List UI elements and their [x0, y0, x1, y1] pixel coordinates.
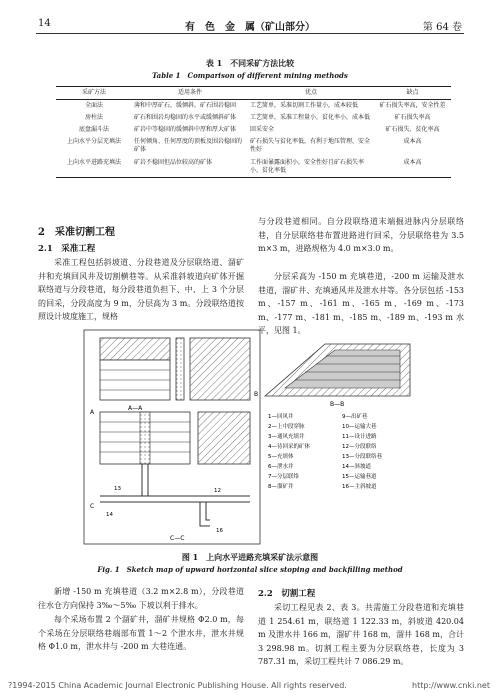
section-b-b — [265, 344, 410, 396]
cell-conditions: 矿岩不稳固但品位较高的矿体 — [132, 157, 248, 178]
subsection-heading: 2.1 采准工程 — [38, 244, 96, 254]
figure-legend — [268, 412, 382, 490]
marker-a: A — [90, 409, 95, 416]
table-row — [56, 157, 451, 178]
cell-conditions: 薄和中厚矿石，缓倾斜，矿石围岩稳固 — [134, 102, 237, 110]
figure-caption-en: Fig. 1 Sketch map of upward horizontal slice stoping and backfilling method — [97, 565, 403, 574]
cell-advantages: 工艺简单，采准工程量小，贫化率小，成本低 — [250, 114, 371, 122]
comparison-table — [56, 86, 451, 178]
legend-5: 5—充填体 — [268, 454, 294, 460]
callout-number: 13 — [114, 486, 121, 492]
legend-2: 2—上中段穿脉 — [268, 424, 305, 430]
legend-4: 4—待回采的矿体 — [268, 444, 310, 450]
bottom-right-paragraph: 采切工程见表 2、表 3。共需施工分段巷道和充填巷道 1 254.61 m，联络道 1 122.33 m，斜坡道 420.04 m 及泄水井 166 m，溜矿井 168 m，溜井 168 m，合计 3 298.98 m。切割工程主要为分层联络巷，长度为 3 787.31 m，采切工程共计 7 086.29 m。 — [258, 603, 464, 667]
cell-disadvantages: 矿石损失率高，安全性差 — [379, 102, 446, 110]
cell-method: 底盘漏斗法 — [78, 126, 109, 134]
lower-plan-view — [100, 464, 250, 526]
marker-c: C — [90, 503, 95, 510]
callout-number: 12 — [214, 488, 221, 494]
legend-9: 9—出矿巷 — [342, 414, 368, 420]
cell-conditions: 矿石和围岩均稳固的水平或缓倾斜矿体 — [134, 114, 237, 122]
cell-advantages: 工作面暴露面积小，安全性好且矿石损失率小，贫化率低 — [248, 157, 374, 178]
figure-caption: 图 1 上向水平进路充填采矿法示意图 — [181, 552, 319, 562]
right-paragraph-1: 与分段巷道相同。自分段联络道末端掘进脉内分层联络巷，自分层联络巷布置进路进行回采，分层联络巷为 3.5 m×3 m，进路规格为 4.0 m×3.0 m。 — [258, 217, 464, 254]
journal-title: 有 色 金 属（矿山部分） — [185, 22, 315, 33]
cell-method: 房柱法 — [84, 114, 103, 122]
marker-b: B — [254, 391, 259, 398]
cell-disadvantages: 矿石损失率高 — [394, 114, 431, 122]
subsection-2-2: 2.2 切割工程 — [258, 589, 316, 599]
volume-label: 第 64 卷 — [422, 22, 462, 33]
label-a-a: A—A — [128, 405, 143, 412]
col-conditions: 适用条件 — [132, 87, 248, 100]
legend-8: 8—溜矿井 — [268, 484, 294, 490]
legend-14: 14—斜坡道 — [342, 464, 371, 470]
table-row — [56, 112, 451, 124]
cell-advantages: 矿石损失与贫化率低，有利于地压管理，安全性好 — [250, 138, 371, 154]
cell-method: 全面法 — [84, 102, 103, 110]
bottom-left-paragraph-2: 每个采场布置 2 个溜矿井，溜矿井规格 Φ2.0 m，每个采场在分层联络巷端部布置 1～2 个泄水井，泄水井规格 Φ1.0 m，泄水井与 -200 m 大巷连通。 — [38, 615, 244, 652]
table-row — [56, 100, 451, 113]
label-b-b: B—B — [330, 401, 345, 408]
bottom-left-paragraph-1: 新增 -150 m 充填巷道（3.2 m×2.8 m），分段巷道往水仓方向保持 3‰～5‰ 下坡以利于排水。 — [38, 587, 244, 610]
cell-conditions: 任何倾角、任何厚度的顶板及围岩稳固的矿体 — [134, 138, 243, 154]
right-paragraph-2: 分层采高为 -150 m 充填巷道，-200 m 运输及泄水巷道，溜矿井、充填通风井及泄水井等。各分层包括 -153 m、-157 m、-161 m、-165 m、-169 m、-173 m、-177 m、-181 m、-185 m、-189 m、-193 m 水平，见图 1。 — [258, 272, 464, 336]
cell-conditions: 矿岩中等稳固的缓倾斜中厚和厚大矿体 — [134, 126, 237, 134]
col-advantages: 优点 — [248, 87, 374, 100]
col-method: 采矿方法 — [56, 87, 132, 100]
table-row — [56, 136, 451, 156]
cell-advantages: 工艺简单，采准切割工作量小，成本较低 — [250, 102, 359, 110]
legend-1: 1—回风井 — [268, 414, 294, 420]
table-caption-en: Table 1 Comparison of different mining methods — [152, 71, 348, 80]
figure-1-diagram — [80, 326, 420, 548]
cell-advantages: 回采安全 — [250, 126, 275, 134]
copyright-footer: ?1994-2015 China Academic Journal Electronic Publishing House. All rights reserved. — [8, 681, 347, 690]
left-paragraph: 采准工程包括斜坡道、分段巷道及分层联络道、溜矿井和充填回风井及切割横巷等。从采准斜坡道向矿体开掘联络道与分段巷道，每分段巷道负担下、中、上 3 个分层的回采，分段高度为 9 m，分层高为 3 m。分段联络道按照设计坡度施工，规格 — [38, 258, 244, 322]
cnki-url: http://www.cnki.net — [412, 681, 490, 690]
col-disadvantages: 缺点 — [374, 87, 451, 100]
cell-method: 上向水平分层充填法 — [66, 138, 121, 146]
legend-12: 12—分段联络 — [342, 444, 377, 450]
legend-6: 6—泄水井 — [268, 464, 294, 470]
cell-disadvantages: 矿石损失、贫化率高 — [385, 126, 440, 134]
cell-method: 上向水平进路充填法 — [56, 157, 132, 178]
callout-number: 14 — [106, 512, 113, 518]
legend-7: 7—分层联络 — [268, 474, 299, 480]
page-number: 14 — [38, 18, 51, 29]
legend-11: 11—设计进路 — [342, 434, 377, 440]
legend-3: 3—通风充填井 — [268, 434, 305, 440]
cell-disadvantages: 成本高 — [403, 138, 422, 146]
label-c-c: C—C — [170, 535, 185, 542]
header-rule — [36, 33, 464, 34]
table-row — [56, 124, 451, 136]
table-caption: 表 1 不同采矿方法比较 — [205, 58, 295, 68]
legend-13: 13—分段联络巷 — [342, 454, 382, 460]
callout-number: 16 — [216, 528, 223, 534]
legend-15: 15—运输巷道 — [342, 474, 377, 480]
legend-10: 10—运输大巷 — [342, 424, 377, 430]
table-header-row — [56, 87, 451, 100]
cell-disadvantages: 成本高 — [374, 157, 451, 178]
plan-view-slices — [100, 412, 250, 464]
section-heading: 2 采准切割工程 — [38, 227, 115, 238]
legend-16: 16—主斜坡道 — [342, 484, 377, 490]
section-a-a — [100, 338, 250, 400]
